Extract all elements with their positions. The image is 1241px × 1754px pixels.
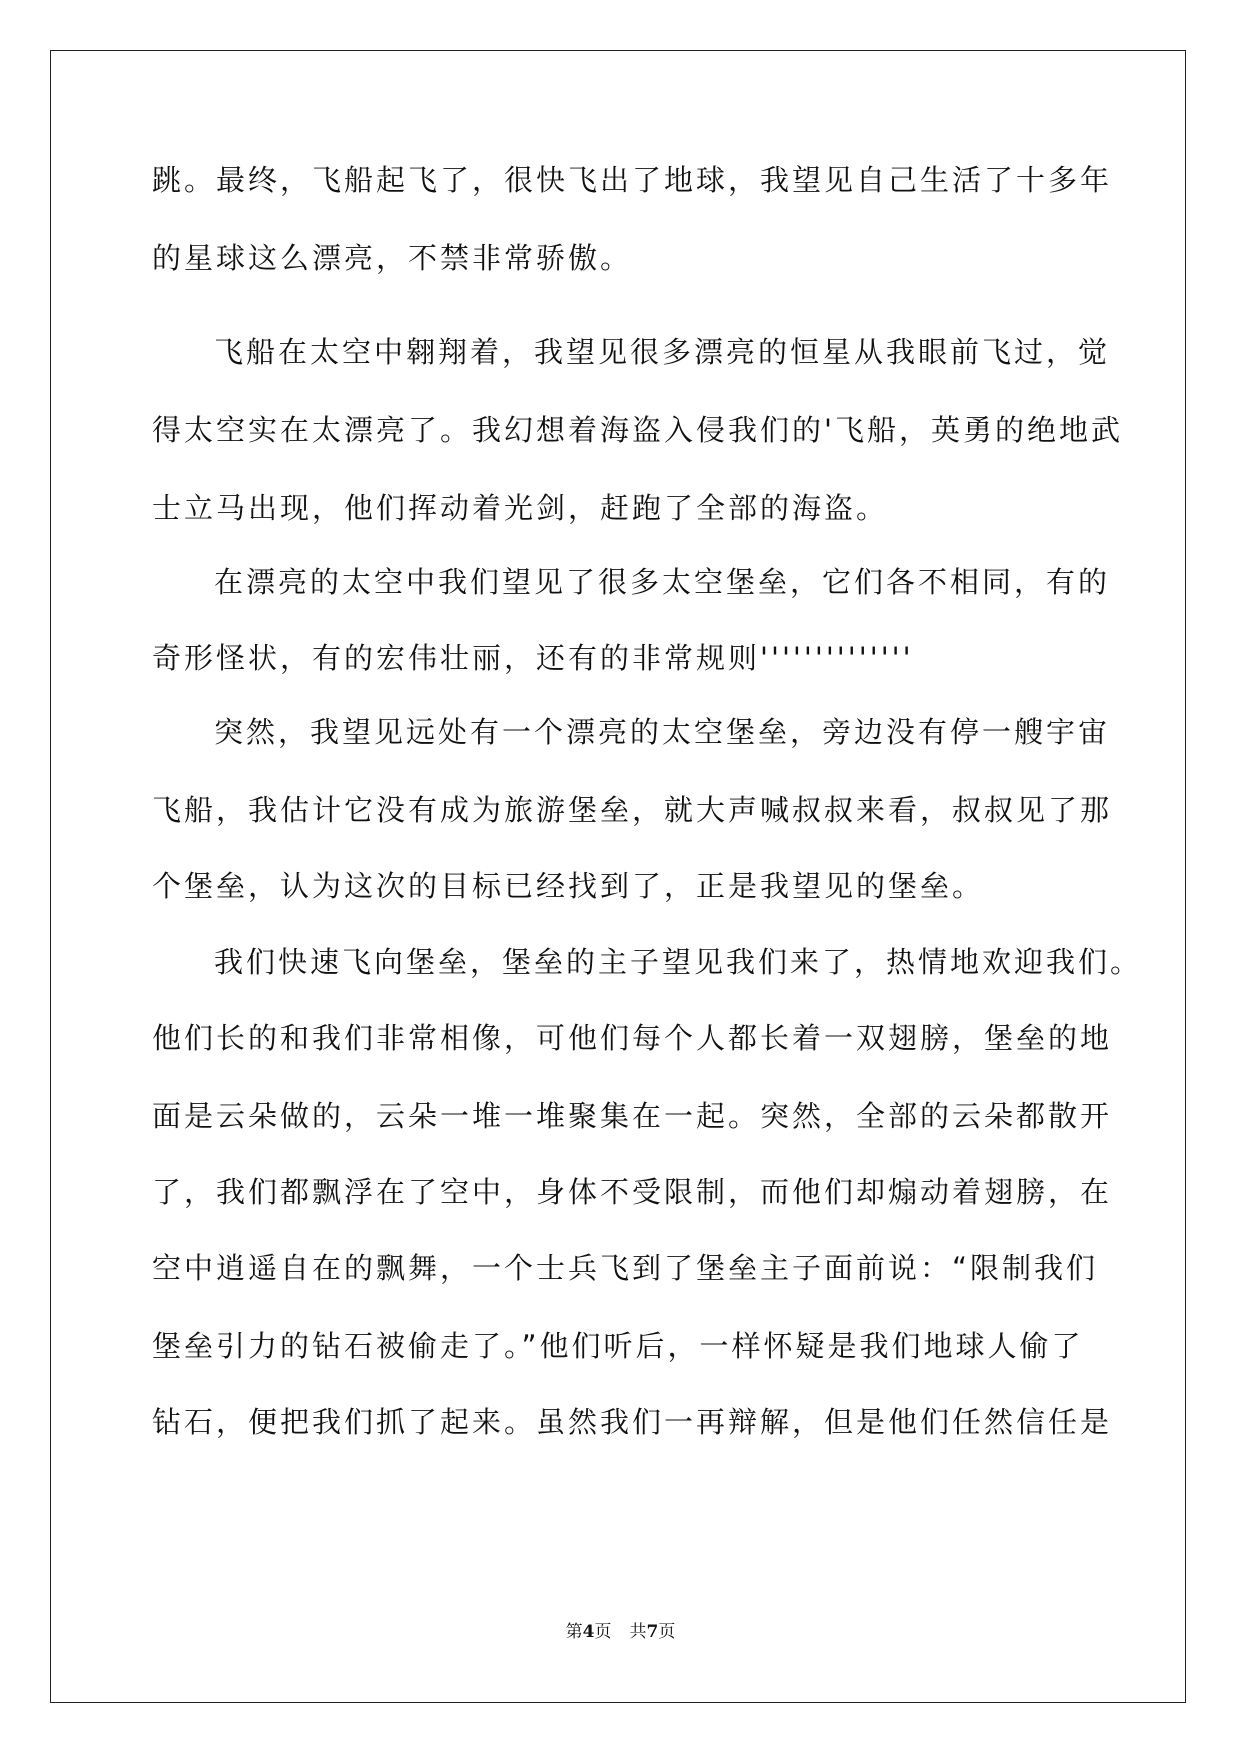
text-line: 空中逍遥自在的飘舞，一个士兵飞到了堡垒主子面前说：“限制我们 bbox=[152, 1251, 1099, 1285]
text-line: 面是云朵做的，云朵一堆一堆聚集在一起。突然，全部的云朵都散开 bbox=[152, 1099, 1113, 1133]
paragraph-start-line: 飞船在太空中翱翔着，我望见很多漂亮的恒星从我眼前飞过，觉 bbox=[214, 335, 1111, 369]
text-line: 奇形怪状，有的宏伟壮丽，还有的非常规则'''''''''''''' bbox=[152, 641, 914, 675]
text-line: 飞船，我估计它没有成为旅游堡垒，就大声喊叔叔来看，叔叔见了那 bbox=[152, 793, 1113, 827]
footer-total-prefix: 共 bbox=[629, 1622, 647, 1642]
text-line: 士立马出现，他们挥动着光剑，赶跑了全部的海盗。 bbox=[152, 491, 889, 525]
text-line: 得太空实在太漂亮了。我幻想着海盗入侵我们的'飞船，英勇的绝地武 bbox=[152, 413, 1123, 447]
text-line: 他们长的和我们非常相像，可他们每个人都长着一双翅膀，堡垒的地 bbox=[152, 1021, 1113, 1055]
footer-total-suffix: 页 bbox=[658, 1622, 676, 1642]
page-footer bbox=[0, 1617, 1241, 1642]
current-page-number: 4 bbox=[582, 1622, 595, 1642]
text-line: 了，我们都飘浮在了空中，身体不受限制，而他们却煽动着翅膀，在 bbox=[152, 1175, 1113, 1209]
footer-prefix: 第 bbox=[565, 1622, 583, 1642]
text-line: 跳。最终，飞船起飞了，很快飞出了地球，我望见自己生活了十多年 bbox=[152, 163, 1113, 197]
paragraph-start-line: 我们快速飞向堡垒，堡垒的主子望见我们来了，热情地欢迎我们。 bbox=[214, 945, 1143, 979]
footer-page-suffix: 页 bbox=[594, 1622, 612, 1642]
paragraph-start-line: 在漂亮的太空中我们望见了很多太空堡垒，它们各不相同，有的 bbox=[214, 565, 1111, 599]
text-line: 钻石，便把我们抓了起来。虽然我们一再辩解，但是他们任然信任是 bbox=[152, 1405, 1113, 1439]
paragraph-start-line: 突然，我望见远处有一个漂亮的太空堡垒，旁边没有停一艘宇宙 bbox=[214, 715, 1111, 749]
total-pages-number: 7 bbox=[646, 1622, 659, 1642]
text-line: 堡垒引力的钻石被偷走了。”他们听后，一样怀疑是我们地球人偷了 bbox=[152, 1329, 1084, 1363]
text-line: 的星球这么漂亮，不禁非常骄傲。 bbox=[152, 241, 633, 275]
text-line: 个堡垒，认为这次的目标已经找到了，正是我望见的堡垒。 bbox=[152, 869, 985, 903]
